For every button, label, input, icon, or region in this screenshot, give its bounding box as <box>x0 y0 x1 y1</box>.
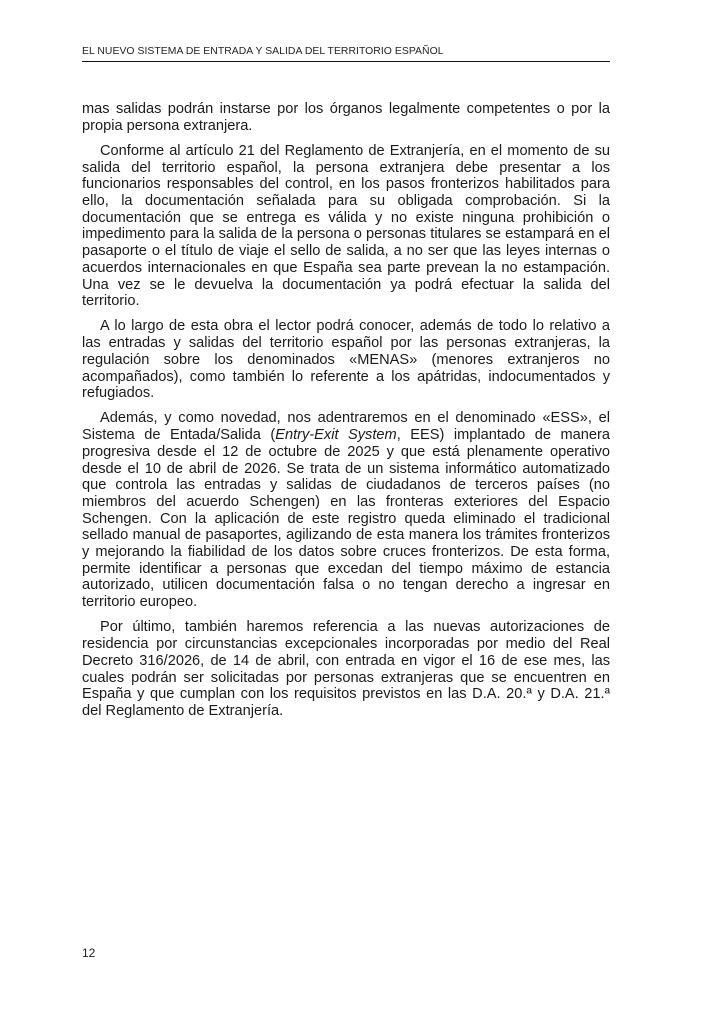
paragraph-5: Por último, también haremos referencia a las nuevas autorizaciones de residencia por circunstancias excepcionales incorporadas por medio del Real Decreto 316/2026, de 14 de abril, con entrada en vigor el 16 de ese mes, las cuales podrán ser solicitadas por personas extranjeras que se encuentren en España y que cumplan con los requisitos previstos en las D.A. 20.ª y D.A. 21.ª del Reglamento de Extranjería. <box>82 619 610 719</box>
running-header: EL NUEVO SISTEMA DE ENTRADA Y SALIDA DEL TERRITORIO ESPAÑOL <box>82 46 444 57</box>
paragraph-2: Conforme al artículo 21 del Reglamento de Extranjería, en el momento de su salida del territorio español, la persona extranjera debe presentar a los funcionarios responsables del control, en los pasos fronterizos habilitados para ello, la documentación señalada para su obligada comprobación. Si la documentación que se entrega es válida y no existe ninguna prohibición o impedimento para la salida de la persona o personas titulares se estampará en el pasaporte o el título de viaje el sello de salida, a no ser que las leyes internas o acuerdos internacionales en que España sea parte prevean la no estampación. Una vez se le devuelva la documentación ya podrá efectuar la salida del territorio. <box>82 142 610 310</box>
paragraph-3: A lo largo de esta obra el lector podrá conocer, además de todo lo relativo a las entradas y salidas del territorio español por las personas extranjeras, la regulación sobre los denominados «MENAS» (menores extranjeros no acompañados), como también lo referente a los apátridas, indocumentados y refugiados. <box>82 318 610 402</box>
paragraph-4 <box>82 410 610 610</box>
paragraph-4-italic-term: Entry-Exit System <box>275 427 397 444</box>
paragraph-4-rest: , EES) implantado de manera progresiva desde el 12 de octubre de 2025 y que está plenamente operativo desde el 10 de abril de 2026. Se trata de un sistema informático automatizado que controla las entradas y salidas de ciudadanos de terceros países (no miembros del acuerdo Schengen) en las fronteras exteriores del Espacio Schengen. Con la aplicación de este registro queda eliminado el tradicional sellado manual de pasaportes, agilizando de esta manera los trámites fronterizos y mejorando la fiabilidad de los datos sobre cruces fronterizos. De esta forma, permite identificar a personas que excedan del tiempo máximo de estancia autorizado, utilicen documentación falsa o no tengan derecho a ingresar en territorio europeo. <box>82 427 610 611</box>
page-number: 12 <box>82 946 96 960</box>
body-text <box>82 101 610 728</box>
header-divider <box>82 61 610 62</box>
paragraph-4-intro: Además, y como novedad, nos adentraremos en el denominado «ESS», el Sistema de Entada/Salida ( <box>82 410 610 444</box>
paragraph-1: mas salidas podrán instarse por los órganos legalmente competentes o por la propia persona extranjera. <box>82 101 610 134</box>
